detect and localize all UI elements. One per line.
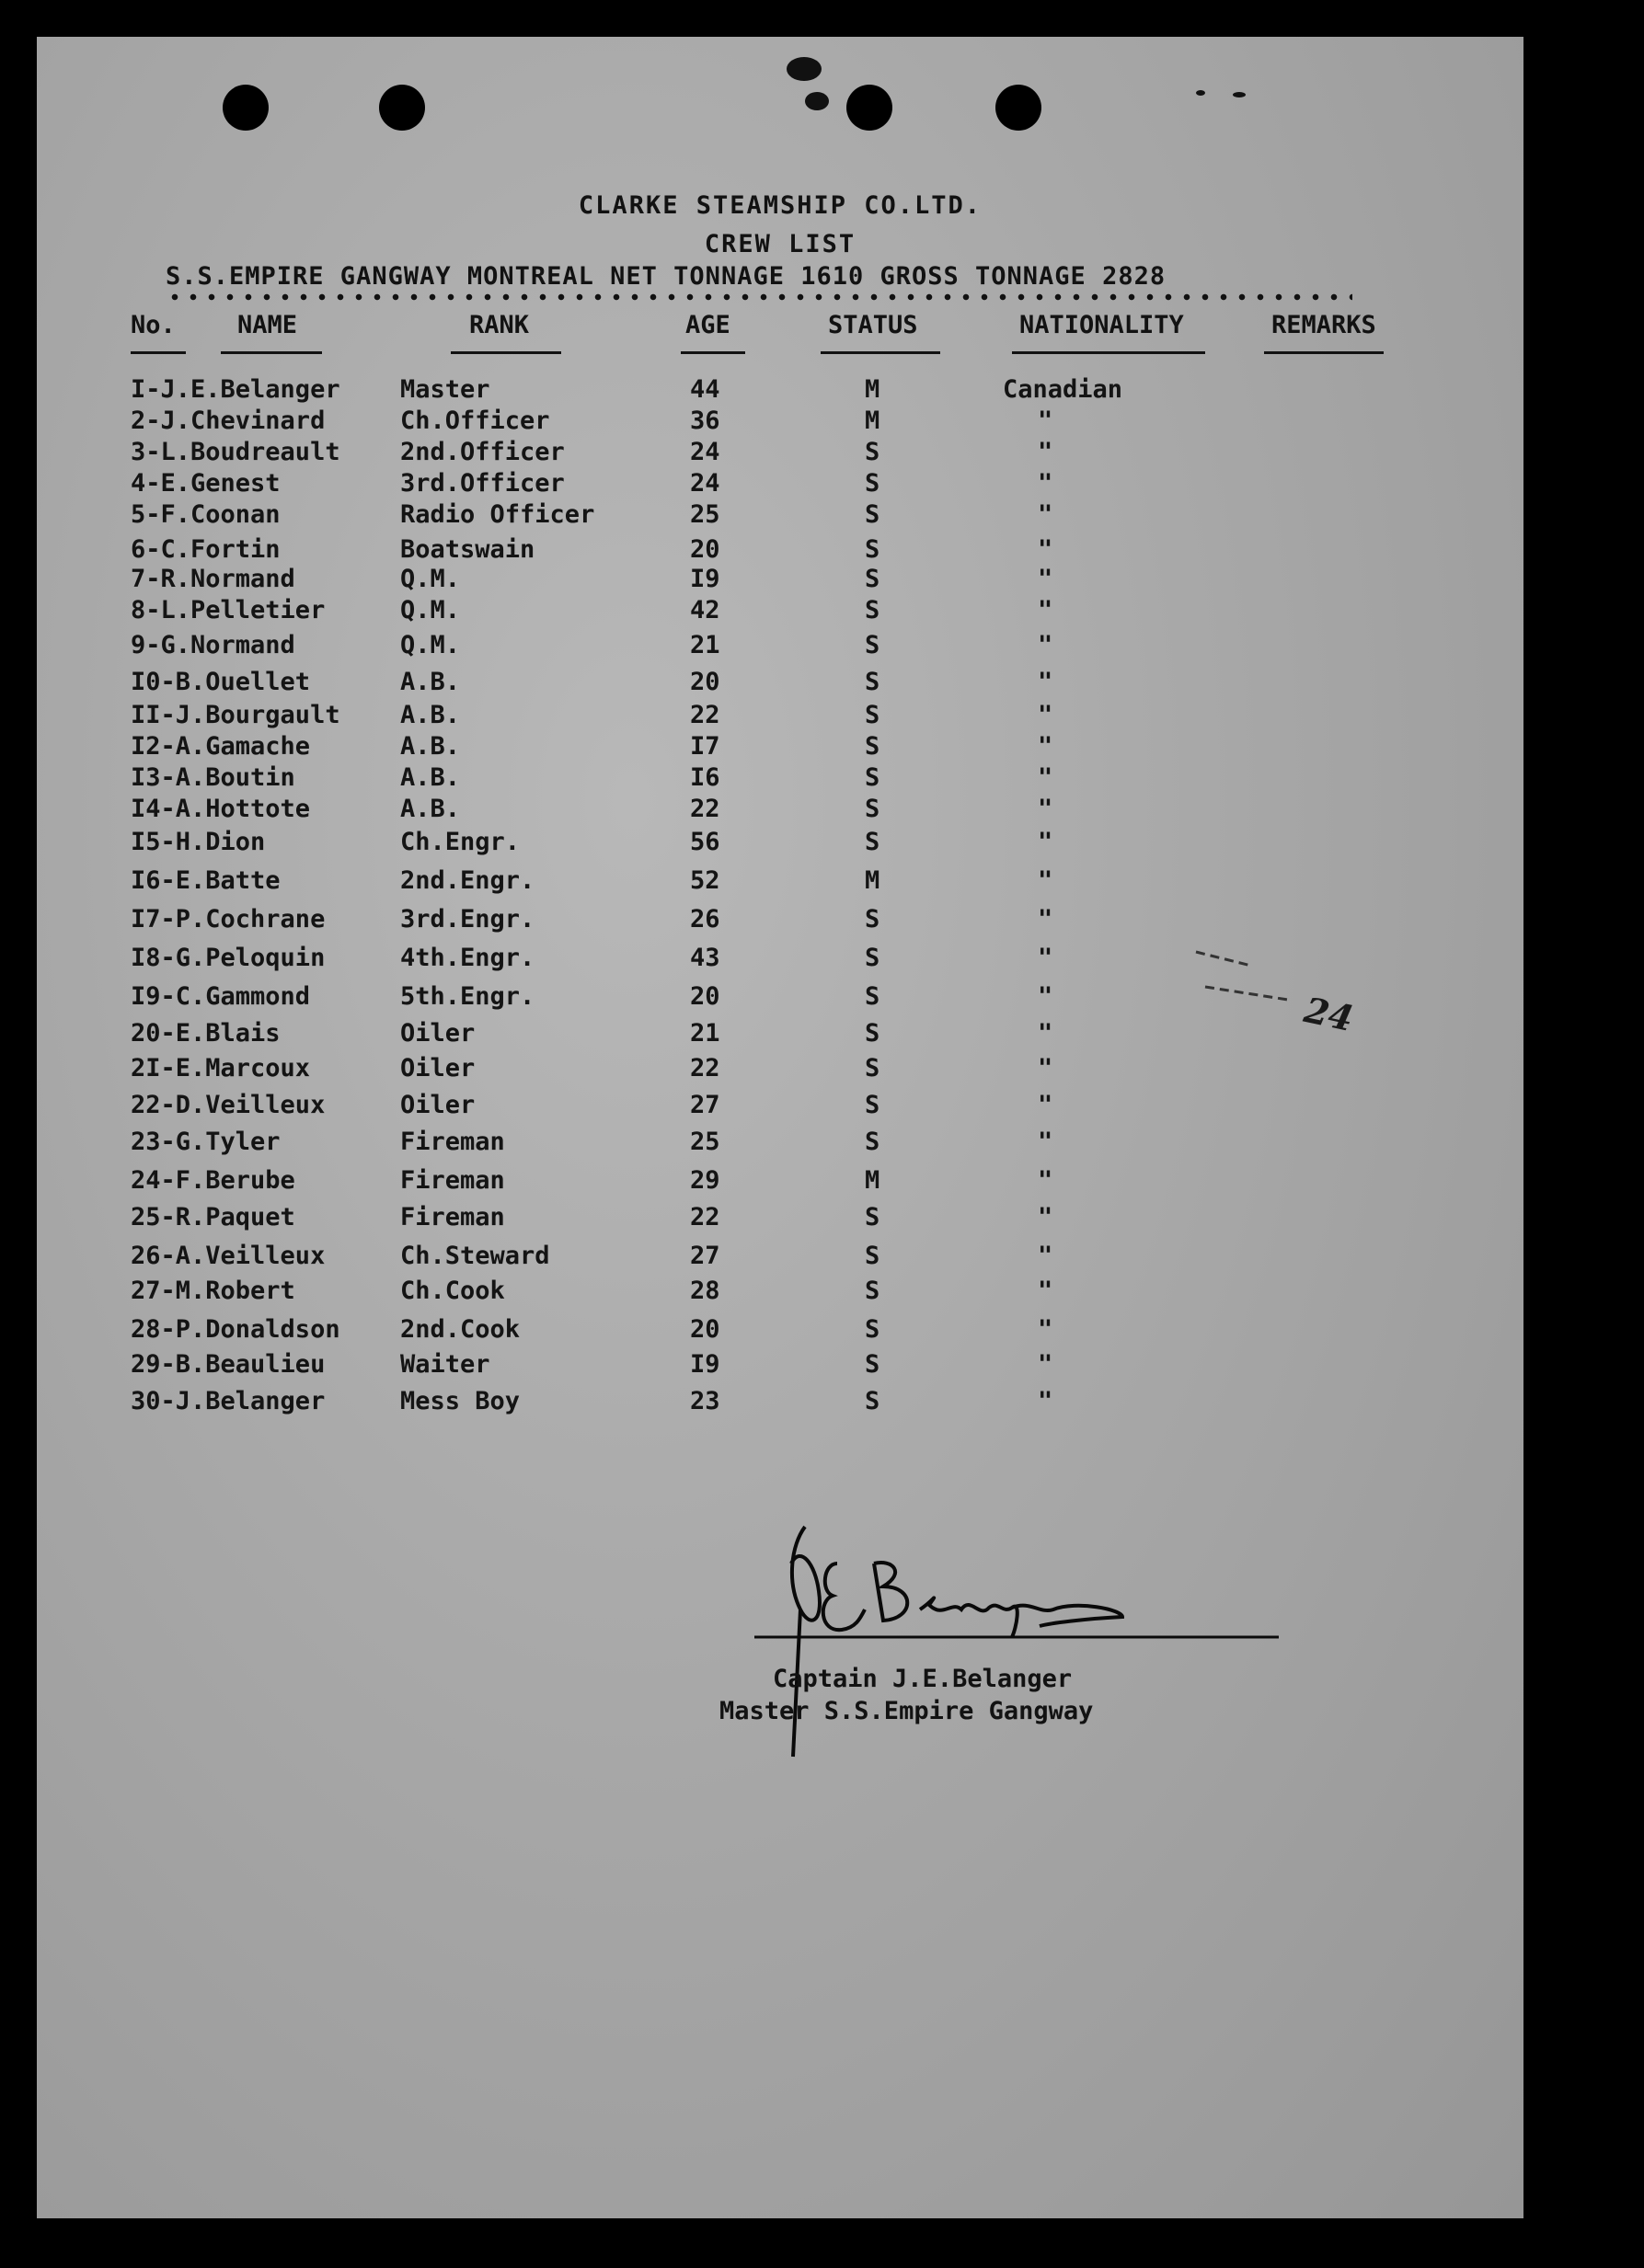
crew-rank: 3rd.Officer [400, 469, 565, 498]
crew-rank: Fireman [400, 1166, 505, 1195]
crew-nationality: " [1038, 828, 1053, 856]
table-row [37, 1203, 1523, 1234]
punch-hole [223, 85, 269, 131]
crew-nationality: " [1038, 1054, 1053, 1082]
header-underline [131, 351, 186, 354]
crew-rank: A.B. [400, 701, 461, 729]
crew-age: 24 [690, 469, 720, 498]
table-row [37, 500, 1523, 532]
crew-nationality: " [1038, 1128, 1053, 1156]
crew-rank: A.B. [400, 795, 461, 823]
punch-hole [846, 85, 892, 131]
crew-status: S [865, 596, 880, 624]
crew-rank: Fireman [400, 1203, 505, 1231]
crew-age: 52 [690, 866, 720, 895]
crew-status: M [865, 866, 880, 895]
crew-age: 20 [690, 1315, 720, 1344]
crew-nationality: " [1038, 1166, 1053, 1195]
crew-age: I9 [690, 1350, 720, 1379]
crew-status: S [865, 828, 880, 856]
punch-hole [995, 85, 1041, 131]
crew-nationality: " [1038, 1315, 1053, 1344]
crew-name: 30-J.Belanger [131, 1387, 326, 1415]
table-row [37, 375, 1523, 407]
header-underline [821, 351, 940, 354]
table-row [37, 732, 1523, 763]
crew-name: 25-R.Paquet [131, 1203, 295, 1231]
crew-age: 42 [690, 596, 720, 624]
crew-nationality: " [1038, 596, 1053, 624]
header-no: No. [131, 311, 176, 339]
header-rank: RANK [469, 311, 530, 339]
crew-nationality: " [1038, 763, 1053, 792]
crew-status: S [865, 1128, 880, 1156]
crew-age: I9 [690, 565, 720, 593]
crew-status: S [865, 500, 880, 529]
table-row [37, 795, 1523, 826]
crew-rank: Ch.Engr. [400, 828, 521, 856]
crew-status: S [865, 565, 880, 593]
crew-age: 44 [690, 375, 720, 404]
crew-status: M [865, 407, 880, 435]
handwritten-signature [736, 1508, 1325, 1784]
crew-rank: Master [400, 375, 490, 404]
crew-rank: Ch.Officer [400, 407, 550, 435]
crew-nationality: " [1038, 631, 1053, 659]
crew-name: 20-E.Blais [131, 1019, 281, 1048]
table-row [37, 1054, 1523, 1085]
crew-rank: Boatswain [400, 535, 535, 564]
table-row [37, 631, 1523, 662]
list-title: CREW LIST [704, 230, 856, 258]
vessel-line: S.S.EMPIRE GANGWAY MONTREAL NET TONNAGE 1610 GROSS TONNAGE 2828 [166, 262, 1167, 291]
crew-rank: 4th.Engr. [400, 944, 535, 972]
crew-rank: Ch.Cook [400, 1277, 505, 1305]
crew-status: S [865, 1054, 880, 1082]
crew-nationality: " [1038, 866, 1053, 895]
ink-speck [787, 57, 822, 81]
crew-nationality: " [1038, 565, 1053, 593]
pencil-mark [1187, 943, 1306, 1016]
table-row [37, 866, 1523, 898]
crew-name: 29-B.Beaulieu [131, 1350, 326, 1379]
table-row [37, 828, 1523, 859]
crew-nationality: " [1038, 438, 1053, 466]
crew-rank: Oiler [400, 1091, 476, 1119]
crew-name: 4-E.Genest [131, 469, 281, 498]
crew-rank: 2nd.Officer [400, 438, 565, 466]
crew-rank: Q.M. [400, 565, 461, 593]
crew-name: 22-D.Veilleux [131, 1091, 326, 1119]
crew-age: 25 [690, 500, 720, 529]
crew-name: 23-G.Tyler [131, 1128, 281, 1156]
crew-age: 28 [690, 1277, 720, 1305]
crew-nationality: " [1038, 905, 1053, 934]
crew-name: 9-G.Normand [131, 631, 295, 659]
crew-name: 6-C.Fortin [131, 535, 281, 564]
crew-status: S [865, 1242, 880, 1270]
crew-status: M [865, 1166, 880, 1195]
crew-nationality: " [1038, 1242, 1053, 1270]
crew-nationality: " [1038, 732, 1053, 761]
crew-name: II-J.Bourgault [131, 701, 340, 729]
table-row [37, 1019, 1523, 1050]
crew-status: S [865, 1387, 880, 1415]
crew-name: 28-P.Donaldson [131, 1315, 340, 1344]
crew-age: 56 [690, 828, 720, 856]
table-row [37, 1242, 1523, 1273]
crew-nationality: " [1038, 469, 1053, 498]
table-row [37, 763, 1523, 795]
crew-name: 3-L.Boudreault [131, 438, 340, 466]
table-row [37, 1166, 1523, 1197]
crew-age: 20 [690, 668, 720, 696]
crew-status: S [865, 1277, 880, 1305]
crew-status: S [865, 1091, 880, 1119]
crew-age: 36 [690, 407, 720, 435]
document-page [37, 37, 1523, 2218]
page-number: 24 [1300, 988, 1357, 1040]
header-nationality: NATIONALITY [1019, 311, 1184, 339]
crew-name: I2-A.Gamache [131, 732, 311, 761]
crew-name: I3-A.Boutin [131, 763, 295, 792]
crew-age: 24 [690, 438, 720, 466]
crew-age: 20 [690, 982, 720, 1011]
crew-rank: 5th.Engr. [400, 982, 535, 1011]
table-row [37, 668, 1523, 699]
crew-status: M [865, 375, 880, 404]
crew-nationality: " [1038, 1277, 1053, 1305]
crew-age: 27 [690, 1242, 720, 1270]
crew-age: 22 [690, 701, 720, 729]
crew-rank: Oiler [400, 1019, 476, 1048]
crew-age: 22 [690, 795, 720, 823]
crew-status: S [865, 1350, 880, 1379]
crew-rank: Ch.Steward [400, 1242, 550, 1270]
crew-age: 21 [690, 1019, 720, 1048]
crew-status: S [865, 668, 880, 696]
crew-name: 2I-E.Marcoux [131, 1054, 311, 1082]
signature-title: Master S.S.Empire Gangway [719, 1697, 1094, 1725]
table-row [37, 1315, 1523, 1346]
crew-name: 2-J.Chevinard [131, 407, 326, 435]
crew-status: S [865, 732, 880, 761]
crew-rank: Mess Boy [400, 1387, 521, 1415]
crew-age: 22 [690, 1054, 720, 1082]
crew-age: I7 [690, 732, 720, 761]
crew-name: I4-A.Hottote [131, 795, 311, 823]
table-row [37, 565, 1523, 596]
header-name: NAME [237, 311, 298, 339]
table-row [37, 535, 1523, 567]
crew-status: S [865, 631, 880, 659]
crew-name: I6-E.Batte [131, 866, 281, 895]
crew-nationality: " [1038, 1019, 1053, 1048]
crew-nationality: " [1038, 1350, 1053, 1379]
header-underline [681, 351, 745, 354]
crew-status: S [865, 982, 880, 1011]
header-age: AGE [685, 311, 730, 339]
crew-nationality: " [1038, 535, 1053, 564]
header-underline [221, 351, 322, 354]
crew-age: 25 [690, 1128, 720, 1156]
crew-rank: 2nd.Engr. [400, 866, 535, 895]
table-row [37, 407, 1523, 438]
punch-hole [379, 85, 425, 131]
crew-status: S [865, 795, 880, 823]
crew-rank: Oiler [400, 1054, 476, 1082]
crew-nationality: " [1038, 500, 1053, 529]
crew-name: 5-F.Coonan [131, 500, 281, 529]
crew-rank: 3rd.Engr. [400, 905, 535, 934]
table-row [37, 1128, 1523, 1159]
table-row [37, 1387, 1523, 1418]
ink-speck [1196, 90, 1205, 96]
crew-name: I-J.E.Belanger [131, 375, 340, 404]
crew-name: 7-R.Normand [131, 565, 295, 593]
table-row [37, 905, 1523, 936]
table-row [37, 596, 1523, 627]
crew-age: 23 [690, 1387, 720, 1415]
crew-name: 24-F.Berube [131, 1166, 295, 1195]
crew-age: 21 [690, 631, 720, 659]
dotted-separator [166, 293, 1352, 301]
crew-nationality: " [1038, 1387, 1053, 1415]
table-row [37, 469, 1523, 500]
crew-status: S [865, 1019, 880, 1048]
crew-nationality: " [1038, 795, 1053, 823]
crew-rank: Q.M. [400, 631, 461, 659]
crew-rank: Waiter [400, 1350, 490, 1379]
crew-nationality: " [1038, 944, 1053, 972]
header-underline [1012, 351, 1205, 354]
crew-name: 8-L.Pelletier [131, 596, 326, 624]
crew-status: S [865, 701, 880, 729]
header-remarks: REMARKS [1271, 311, 1376, 339]
crew-age: 43 [690, 944, 720, 972]
crew-name: I5-H.Dion [131, 828, 266, 856]
crew-status: S [865, 469, 880, 498]
crew-nationality: " [1038, 1203, 1053, 1231]
header-status: STATUS [828, 311, 918, 339]
crew-rank: Q.M. [400, 596, 461, 624]
ink-speck [1233, 92, 1246, 97]
crew-status: S [865, 905, 880, 934]
crew-nationality: " [1038, 668, 1053, 696]
crew-rank: A.B. [400, 763, 461, 792]
crew-age: 26 [690, 905, 720, 934]
crew-nationality: " [1038, 1091, 1053, 1119]
crew-rank: A.B. [400, 732, 461, 761]
crew-nationality: " [1038, 701, 1053, 729]
table-row [37, 1350, 1523, 1381]
crew-age: I6 [690, 763, 720, 792]
table-row [37, 1277, 1523, 1308]
signature-name: Captain J.E.Belanger [773, 1665, 1073, 1693]
crew-nationality: " [1038, 982, 1053, 1011]
crew-name: I8-G.Peloquin [131, 944, 326, 972]
table-row [37, 438, 1523, 469]
crew-age: 27 [690, 1091, 720, 1119]
company-name: CLARKE STEAMSHIP CO.LTD. [578, 191, 983, 220]
crew-name: I7-P.Cochrane [131, 905, 326, 934]
crew-nationality: Canadian [1003, 375, 1123, 404]
crew-rank: Radio Officer [400, 500, 595, 529]
crew-status: S [865, 1203, 880, 1231]
table-row [37, 1091, 1523, 1122]
crew-age: 29 [690, 1166, 720, 1195]
crew-name: I9-C.Gammond [131, 982, 311, 1011]
crew-name: 27-M.Robert [131, 1277, 295, 1305]
table-row [37, 701, 1523, 732]
crew-rank: 2nd.Cook [400, 1315, 521, 1344]
header-underline [1264, 351, 1384, 354]
crew-rank: Fireman [400, 1128, 505, 1156]
crew-status: S [865, 763, 880, 792]
crew-status: S [865, 438, 880, 466]
crew-age: 20 [690, 535, 720, 564]
crew-status: S [865, 944, 880, 972]
ink-speck [805, 92, 829, 110]
crew-status: S [865, 1315, 880, 1344]
crew-name: 26-A.Veilleux [131, 1242, 326, 1270]
crew-nationality: " [1038, 407, 1053, 435]
crew-rank: A.B. [400, 668, 461, 696]
crew-age: 22 [690, 1203, 720, 1231]
header-underline [451, 351, 561, 354]
crew-name: I0-B.Ouellet [131, 668, 311, 696]
crew-status: S [865, 535, 880, 564]
